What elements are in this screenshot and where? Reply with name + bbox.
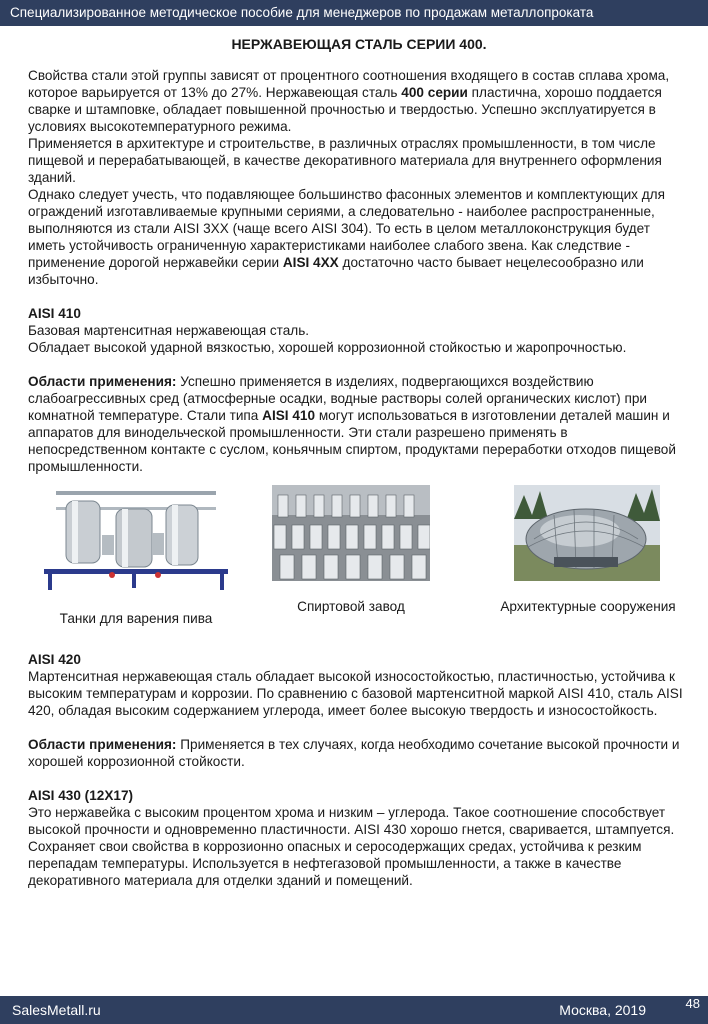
page-number: 48: [685, 996, 700, 1011]
aisi420-applications: Области применения: Применяется в тех случаях, когда необходимо сочетание высокой прочности и хорошей коррозионной стойкости.: [28, 737, 680, 769]
aisi410-heading: AISI 410: [28, 306, 81, 321]
header-title: Специализированное методическое пособие для менеджеров по продажам металлопроката: [10, 5, 594, 20]
aisi420-heading: AISI 420: [28, 652, 81, 667]
footer-city-year: Москва, 2019: [559, 1002, 646, 1018]
aisi430-text: Это нержавейка с высоким процентом хрома и низким – углерода. Такое соотношение способствует высокой прочности и одновременно пластичности. AISI 430 хорошо гнется, сваривается, штампуется. Сохраняет свои свойства в коррозионно опасных и серосодержащих средах, устойчива к резким перепадам температуры. Используется в нефтегазовой промышленности, а также в качестве декоративного материала для отделки зданий и помещений.: [28, 805, 675, 888]
footer-bar: [0, 996, 708, 1024]
figure-architecture-caption: Архитектурные сооружения: [500, 599, 676, 614]
page-content: [28, 36, 690, 889]
aisi420-text: Мартенситная нержавеющая сталь обладает высокой износостойкостью, пластичностью, устойчива к высоким температурам и коррозии. По сравнению с базовой мартенситной маркой AISI 410, сталь AISI 420, обладая высоким содержанием углерода, имеет более высокую твердость и износостойкость.: [28, 669, 683, 718]
distillery-bottles-image: [272, 485, 430, 581]
intro-paragraph-2: Применяется в архитектуре и строительстве, в различных отраслях промышленности, в том числе пищевой и перерабатывающей, в качестве декоративного материала для внутреннего оформления зданий.: [28, 136, 662, 185]
figures-row: [28, 485, 690, 631]
steel-building-image: [514, 485, 660, 581]
aisi410-applications: Области применения: Успешно применяется в изделиях, подвергающихся воздействию слабоагрессивных сред (атмосферные осадки, водные растворы солей органических кислот) при комнатной температуре. Стали типа AISI 410 могут использоваться в изготовлении деталей машин и аппаратов для винодельческой промышленности. Эти стали разрешено применять в непосредственном контакте с суслом, коньячным спиртом, продуктами переработки отходов пищевой промышленности.: [28, 374, 676, 474]
intro-paragraph-3: Однако следует учесть, что подавляющее большинство фасонных элементов и комплектующих для ограждений изготавливаемые крупными сериями, а следовательно - наиболее распространенные, выполняются из стали AISI 3XX (чаще всего AISI 304). То есть в целом металлоконструкция будет иметь устойчивость ограниченную характеристиками наиболее слабого звена. Как следствие - применение дорогой нержавейки серии AISI 4XX достаточно часто бывает нецелесообразно или избыточно.: [28, 187, 665, 287]
aisi410-line-1: Базовая мартенситная нержавеющая сталь.: [28, 323, 310, 338]
intro-paragraph-1: Свойства стали этой группы зависят от процентного соотношения входящего в состав сплава хрома, которое варьируется от 13% до 27%. Нержавеющая сталь 400 серии пластична, хорошо поддается сварке и штамповке, обладает повышенной прочностью и твердостью. Успешно эксплуатируется в условиях высокотемпературного режима.: [28, 68, 670, 134]
figure-brewing: [36, 485, 236, 627]
figure-distillery-caption: Спиртовой завод: [297, 599, 405, 614]
figure-architecture: [488, 485, 688, 615]
header-bar: [0, 0, 708, 26]
brewing-tanks-image: [36, 485, 236, 593]
aisi430-heading: AISI 430 (12Х17): [28, 788, 134, 803]
aisi410-line-2: Обладает высокой ударной вязкостью, хорошей коррозионной стойкостью и жаропрочностью.: [28, 340, 627, 355]
page-title: НЕРЖАВЕЮЩАЯ СТАЛЬ СЕРИИ 400.: [231, 36, 487, 52]
figure-distillery: [272, 485, 430, 615]
figure-brewing-caption: Танки для варения пива: [59, 611, 213, 626]
footer-site: SalesMetall.ru: [12, 1002, 101, 1018]
